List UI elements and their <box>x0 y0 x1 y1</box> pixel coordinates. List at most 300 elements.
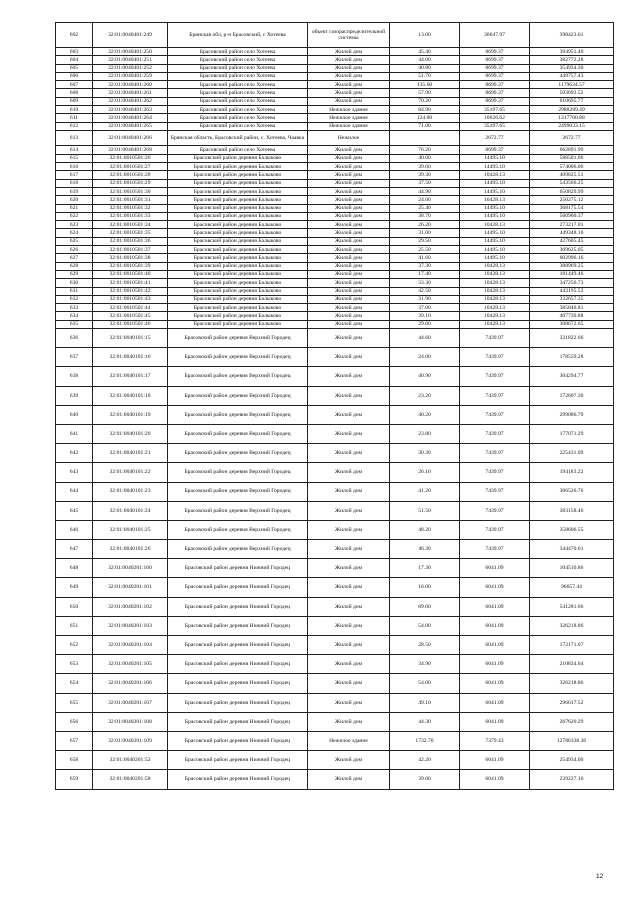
address-cell: Брасовский район деревня Нижний Городец <box>168 712 308 731</box>
row-number-cell: 651 <box>56 616 93 635</box>
table-row <box>56 56 614 64</box>
object-type-cell: Жилой дом <box>308 540 390 559</box>
cadastral-value-cell: 306526.76 <box>530 482 614 501</box>
cadastral-value-cell: 326218.86 <box>530 616 614 635</box>
cadastral-price-cell: 35197.65 <box>460 106 530 114</box>
row-number-cell: 634 <box>56 312 93 320</box>
address-cell: Брасовский район деревня Нижний Городец <box>168 616 308 635</box>
cadastral-number-cell: 32:01:0040101:24 <box>93 501 168 520</box>
cadastral-price-cell: 30647.97 <box>460 23 530 48</box>
table-row <box>56 616 614 635</box>
row-number-cell: 613 <box>56 130 93 146</box>
area-cell: 37.30 <box>390 262 460 270</box>
object-type-cell: Жилой дом <box>308 367 390 386</box>
area-cell: 24.00 <box>390 196 460 204</box>
cadastral-value-cell: 382772.28 <box>530 56 614 64</box>
cadastral-value-cell: 662891.99 <box>530 146 614 154</box>
address-cell: Брасовский район деревня Нижний Городец <box>168 674 308 693</box>
table-row <box>56 463 614 482</box>
cadastral-value-cell: 239227.16 <box>530 770 614 789</box>
area-cell: 17.40 <box>390 270 460 278</box>
cadastral-number-cell: 32:01:0040201:103 <box>93 616 168 635</box>
cadastral-value-cell: 650829.99 <box>530 187 614 195</box>
row-number-cell: 656 <box>56 712 93 731</box>
table-row <box>56 424 614 443</box>
cadastral-number-cell: 32:01:0040401:252 <box>93 64 168 72</box>
row-number-cell: 658 <box>56 751 93 770</box>
address-cell: Брасовский район деревня Верхний Городец <box>168 386 308 405</box>
row-number-cell: 644 <box>56 482 93 501</box>
table-row <box>56 89 614 97</box>
cadastral-number-cell: 32:01:0040201:104 <box>93 636 168 655</box>
cadastral-number-cell: 32:01:0040201:109 <box>93 731 168 750</box>
cadastral-number-cell: 32:01:0040101:21 <box>93 444 168 463</box>
cadastral-value-cell: 541281.66 <box>530 597 614 616</box>
cadastral-number-cell: 32:01:0010501:44 <box>93 304 168 312</box>
object-type-cell: Жилой дом <box>308 212 390 220</box>
row-number-cell: 628 <box>56 262 93 270</box>
cadastral-price-cell: 8699.37 <box>460 89 530 97</box>
area-cell: 26.20 <box>390 221 460 229</box>
cadastral-price-cell: 6041.09 <box>460 655 530 674</box>
table-row <box>56 712 614 731</box>
table-row <box>56 221 614 229</box>
object-type-cell: Жилой дом <box>308 187 390 195</box>
cadastral-number-cell: 32:01:0010501:40 <box>93 270 168 278</box>
address-cell: Брасовский район деревня Балыково <box>168 179 308 187</box>
cadastral-number-cell: 32:01:0040101:18 <box>93 386 168 405</box>
cadastral-value-cell: 225431.09 <box>530 444 614 463</box>
object-type-cell: Жилой дом <box>308 237 390 245</box>
cadastral-value-cell: 331822.66 <box>530 329 614 348</box>
area-cell: 46.30 <box>390 540 460 559</box>
area-cell: 51.50 <box>390 501 460 520</box>
area-cell: 29.60 <box>390 320 460 328</box>
cadastral-price-cell: 7439.97 <box>460 424 530 443</box>
cadastral-number-cell: 32:01:0040201:100 <box>93 559 168 578</box>
cadastral-price-cell: 10428.13 <box>460 312 530 320</box>
cadastral-value-cell: 2672.77 <box>530 130 614 146</box>
table-row <box>56 237 614 245</box>
cadastral-value-cell: 181449.46 <box>530 270 614 278</box>
table-row <box>56 597 614 616</box>
row-number-cell: 620 <box>56 196 93 204</box>
area-cell: 23.80 <box>390 424 460 443</box>
area-cell: 39.10 <box>390 312 460 320</box>
cadastral-value-cell: 12786338.36 <box>530 731 614 750</box>
row-number-cell: 635 <box>56 320 93 328</box>
cadastral-price-cell: 10626.62 <box>460 114 530 122</box>
cadastral-price-cell: 6041.09 <box>460 616 530 635</box>
row-number-cell: 654 <box>56 674 93 693</box>
area-cell: 44.00 <box>390 56 460 64</box>
object-type-cell: Жилой дом <box>308 559 390 578</box>
object-type-cell: Жилой дом <box>308 89 390 97</box>
address-cell: Брасовский район деревня Балыково <box>168 270 308 278</box>
cadastral-value-cell: 560960.37 <box>530 212 614 220</box>
area-cell: 42.50 <box>390 287 460 295</box>
row-number-cell: 602 <box>56 23 93 48</box>
cadastral-number-cell: 32:01:0040401:259 <box>93 72 168 80</box>
cadastral-number-cell: 32:01:0040401:251 <box>93 56 168 64</box>
cadastral-price-cell: 14495.10 <box>460 246 530 254</box>
cadastral-number-cell: 32:01:0010501:45 <box>93 312 168 320</box>
cadastral-price-cell: 10428.13 <box>460 295 530 303</box>
cadastral-value-cell: 178559.28 <box>530 348 614 367</box>
cadastral-number-cell: 32:01:0040101:16 <box>93 348 168 367</box>
address-cell: Брасовский район деревня Балыково <box>168 304 308 312</box>
row-number-cell: 659 <box>56 770 93 789</box>
cadastral-price-cell: 10428.13 <box>460 304 530 312</box>
address-cell: Брасовский район деревня Верхний Городец <box>168 501 308 520</box>
cadastral-value-cell: 588501.06 <box>530 154 614 162</box>
cadastral-value-cell: 210834.04 <box>530 655 614 674</box>
row-number-cell: 605 <box>56 64 93 72</box>
cadastral-price-cell: 10428.13 <box>460 270 530 278</box>
cadastral-price-cell: 7439.97 <box>460 501 530 520</box>
address-cell: Брасовский район деревня Верхний Городец <box>168 463 308 482</box>
property-table <box>55 22 614 790</box>
cadastral-number-cell: 32:01:0010501:26 <box>93 154 168 162</box>
address-cell: Брянская область, Брасовский район, с. Хотеева, Чаавка <box>168 130 308 146</box>
cadastral-price-cell: 6041.09 <box>460 751 530 770</box>
row-number-cell: 622 <box>56 212 93 220</box>
address-cell: Брасовский район деревня Балыково <box>168 229 308 237</box>
area-cell: 29.50 <box>390 237 460 245</box>
object-type-cell: Жилой дом <box>308 304 390 312</box>
table-row <box>56 204 614 212</box>
object-type-cell: Жилой дом <box>308 674 390 693</box>
cadastral-price-cell: 10428.13 <box>460 171 530 179</box>
area-cell: 54.00 <box>390 674 460 693</box>
cadastral-number-cell: 32:01:0040401:265 <box>93 122 168 130</box>
area-cell: 38.70 <box>390 212 460 220</box>
table-row <box>56 304 614 312</box>
row-number-cell: 648 <box>56 559 93 578</box>
table-row <box>56 287 614 295</box>
cadastral-value-cell: 2988289.49 <box>530 106 614 114</box>
address-cell: Брасовский район село Хотеева <box>168 81 308 89</box>
object-type-cell: Жилой дом <box>308 712 390 731</box>
address-cell: Брянская обл, р-н Брасовский, с Хотеева <box>168 23 308 48</box>
cadastral-value-cell: 394951.40 <box>530 48 614 56</box>
cadastral-number-cell: 32:01:0040401:261 <box>93 89 168 97</box>
area-cell: 31.90 <box>390 295 460 303</box>
table-row <box>56 229 614 237</box>
address-cell: Брасовский район село Хотеева <box>168 56 308 64</box>
object-type-cell: Нежилое здание <box>308 106 390 114</box>
area-cell: 48.20 <box>390 520 460 539</box>
cadastral-price-cell: 14495.10 <box>460 229 530 237</box>
row-number-cell: 603 <box>56 48 93 56</box>
area-cell: 41.60 <box>390 254 460 262</box>
object-type-cell: Жилой дом <box>308 386 390 405</box>
object-type-cell: Жилой дом <box>308 770 390 789</box>
area-cell: 16.00 <box>390 578 460 597</box>
area-cell: 49.10 <box>390 693 460 712</box>
row-number-cell: 631 <box>56 287 93 295</box>
cadastral-price-cell: 10428.13 <box>460 196 530 204</box>
object-type-cell: Жилой дом <box>308 146 390 154</box>
cadastral-number-cell: 32:01:0010501:46 <box>93 320 168 328</box>
address-cell: Брасовский район деревня Верхний Городец <box>168 482 308 501</box>
address-cell: Брасовский район деревня Нижний Городец <box>168 559 308 578</box>
cadastral-price-cell: 14495.10 <box>460 254 530 262</box>
row-number-cell: 633 <box>56 304 93 312</box>
area-cell: 37.50 <box>390 179 460 187</box>
cadastral-value-cell: 250275.12 <box>530 196 614 204</box>
cadastral-value-cell: 296617.52 <box>530 693 614 712</box>
area-cell: 84.90 <box>390 106 460 114</box>
cadastral-value-cell: 369625.05 <box>530 246 614 254</box>
table-row <box>56 559 614 578</box>
address-cell: Брасовский район деревня Нижний Городец <box>168 731 308 750</box>
address-cell: Брасовский район деревня Нижний Городец <box>168 693 308 712</box>
address-cell: Брасовский район деревня Верхний Городец <box>168 405 308 424</box>
cadastral-price-cell: 8699.37 <box>460 81 530 89</box>
table-row <box>56 348 614 367</box>
area-cell: 45.40 <box>390 48 460 56</box>
row-number-cell: 646 <box>56 520 93 539</box>
cadastral-price-cell: 14495.10 <box>460 187 530 195</box>
area-cell: 30.30 <box>390 444 460 463</box>
cadastral-price-cell: 10428.13 <box>460 287 530 295</box>
row-number-cell: 640 <box>56 405 93 424</box>
cadastral-number-cell: 32:01:0010501:38 <box>93 254 168 262</box>
cadastral-number-cell: 32:01:0040101:19 <box>93 405 168 424</box>
area-cell: 33.30 <box>390 279 460 287</box>
cadastral-number-cell: 32:01:0010501:29 <box>93 179 168 187</box>
row-number-cell: 649 <box>56 578 93 597</box>
object-type-cell: Жилой дом <box>308 279 390 287</box>
address-cell: Брасовский район деревня Балыково <box>168 171 308 179</box>
area-cell: 76.20 <box>390 146 460 154</box>
cadastral-value-cell: 383158.46 <box>530 501 614 520</box>
cadastral-number-cell: 32:01:0040401:266 <box>93 130 168 146</box>
address-cell: Брасовский район деревня Нижний Городец <box>168 751 308 770</box>
cadastral-price-cell: 7439.97 <box>460 520 530 539</box>
table-row <box>56 482 614 501</box>
cadastral-value-cell: 398423.61 <box>530 23 614 48</box>
cadastral-value-cell: 385840.81 <box>530 304 614 312</box>
address-cell: Брасовский район деревня Балыково <box>168 246 308 254</box>
cadastral-price-cell: 7439.97 <box>460 348 530 367</box>
object-type-cell: Жилой дом <box>308 424 390 443</box>
area-cell: 89.60 <box>390 597 460 616</box>
cadastral-price-cell: 6041.09 <box>460 674 530 693</box>
address-cell: Брасовский район деревня Нижний Городец <box>168 655 308 674</box>
address-cell: Брасовский район деревня Нижний Городец <box>168 636 308 655</box>
cadastral-value-cell: 326218.86 <box>530 674 614 693</box>
row-number-cell: 625 <box>56 237 93 245</box>
cadastral-price-cell: 10428.13 <box>460 320 530 328</box>
cadastral-value-cell: 344470.61 <box>530 540 614 559</box>
table-row <box>56 770 614 789</box>
cadastral-number-cell: 32:01:0040101:25 <box>93 520 168 539</box>
row-number-cell: 627 <box>56 254 93 262</box>
object-type-cell: Жилой дом <box>308 64 390 72</box>
area-cell: 124.00 <box>390 114 460 122</box>
table-row <box>56 520 614 539</box>
row-number-cell: 623 <box>56 221 93 229</box>
area-cell: 44.90 <box>390 187 460 195</box>
address-cell: Брасовский район село Хотеева <box>168 89 308 97</box>
row-number-cell: 617 <box>56 171 93 179</box>
object-type-cell: Жилой дом <box>308 196 390 204</box>
address-cell: Брасовский район деревня Балыково <box>168 287 308 295</box>
area-cell: 25.50 <box>390 246 460 254</box>
area-cell: 51.70 <box>390 72 460 80</box>
cadastral-value-cell: 172607.30 <box>530 386 614 405</box>
table-row <box>56 636 614 655</box>
row-number-cell: 630 <box>56 279 93 287</box>
cadastral-price-cell: 7439.97 <box>460 405 530 424</box>
address-cell: Брасовский район село Хотеева <box>168 114 308 122</box>
cadastral-value-cell: 409825.51 <box>530 171 614 179</box>
area-cell: 39.60 <box>390 163 460 171</box>
object-type-cell: Жилой дом <box>308 97 390 105</box>
cadastral-number-cell: 32:01:0040401:250 <box>93 48 168 56</box>
table-row <box>56 154 614 162</box>
row-number-cell: 610 <box>56 106 93 114</box>
cadastral-value-cell: 304294.77 <box>530 367 614 386</box>
address-cell: Брасовский район деревня Балыково <box>168 196 308 204</box>
object-type-cell: Жилой дом <box>308 405 390 424</box>
cadastral-price-cell: 6041.09 <box>460 693 530 712</box>
cadastral-value-cell: 299086.79 <box>530 405 614 424</box>
cadastral-price-cell: 7439.97 <box>460 386 530 405</box>
cadastral-number-cell: 32:01:0040101:22 <box>93 463 168 482</box>
address-cell: Брасовский район деревня Нижний Городец <box>168 597 308 616</box>
table-row <box>56 212 614 220</box>
cadastral-number-cell: 32:01:0010501:36 <box>93 237 168 245</box>
cadastral-value-cell: 449348.10 <box>530 229 614 237</box>
address-cell: Брасовский район деревня Балыково <box>168 163 308 171</box>
object-type-cell: Жилой дом <box>308 221 390 229</box>
cadastral-number-cell: 32:01:0010501:43 <box>93 295 168 303</box>
address-cell: Брасовский район село Хотеева <box>168 48 308 56</box>
cadastral-value-cell: 96657.44 <box>530 578 614 597</box>
table-row <box>56 171 614 179</box>
row-number-cell: 650 <box>56 597 93 616</box>
address-cell: Брасовский район село Хотеева <box>168 97 308 105</box>
cadastral-price-cell: 14495.10 <box>460 204 530 212</box>
cadastral-value-cell: 172171.07 <box>530 636 614 655</box>
object-type-cell: Жилой дом <box>308 578 390 597</box>
cadastral-value-cell: 543566.25 <box>530 179 614 187</box>
row-number-cell: 624 <box>56 229 93 237</box>
object-type-cell: Жилой дом <box>308 229 390 237</box>
cadastral-value-cell: 1317700.88 <box>530 114 614 122</box>
cadastral-value-cell: 610695.77 <box>530 97 614 105</box>
object-type-cell: Жилой дом <box>308 262 390 270</box>
object-type-cell: Жилой дом <box>308 270 390 278</box>
object-type-cell: Жилой дом <box>308 482 390 501</box>
cadastral-price-cell: 8699.37 <box>460 72 530 80</box>
object-type-cell: Жилой дом <box>308 597 390 616</box>
cadastral-price-cell: 7439.97 <box>460 444 530 463</box>
row-number-cell: 652 <box>56 636 93 655</box>
cadastral-price-cell: 7379.43 <box>460 731 530 750</box>
cadastral-number-cell: 32:01:0040101:15 <box>93 329 168 348</box>
object-type-cell: Жилой дом <box>308 501 390 520</box>
cadastral-price-cell: 8699.37 <box>460 48 530 56</box>
table-row <box>56 295 614 303</box>
row-number-cell: 604 <box>56 56 93 64</box>
object-type-cell: Жилой дом <box>308 48 390 56</box>
table-row <box>56 386 614 405</box>
area-cell: 34.90 <box>390 655 460 674</box>
cadastral-number-cell: 32:01:0010501:27 <box>93 163 168 171</box>
area-cell: 40.20 <box>390 405 460 424</box>
cadastral-value-cell: 388969.25 <box>530 262 614 270</box>
cadastral-value-cell: 602996.16 <box>530 254 614 262</box>
area-cell <box>390 130 460 146</box>
area-cell: 54.00 <box>390 616 460 635</box>
cadastral-number-cell: 32:01:0040401:262 <box>93 97 168 105</box>
row-number-cell: 643 <box>56 463 93 482</box>
area-cell: 26.10 <box>390 463 460 482</box>
table-row <box>56 578 614 597</box>
address-cell: Брасовский район деревня Балыково <box>168 221 308 229</box>
table-row <box>56 254 614 262</box>
address-cell: Брасовский район деревня Верхний Городец <box>168 444 308 463</box>
table-row <box>56 179 614 187</box>
address-cell: Брасовский район деревня Балыково <box>168 254 308 262</box>
object-type-cell: Жилой дом <box>308 520 390 539</box>
object-type-cell: Нежилое здание <box>308 114 390 122</box>
address-cell: Брасовский район деревня Балыково <box>168 187 308 195</box>
cadastral-number-cell: 32:01:0010501:28 <box>93 171 168 179</box>
cadastral-price-cell: 7439.97 <box>460 367 530 386</box>
cadastral-number-cell: 32:01:0010501:34 <box>93 221 168 229</box>
address-cell: Брасовский район деревня Балыково <box>168 154 308 162</box>
row-number-cell: 616 <box>56 163 93 171</box>
address-cell: Брасовский район деревня Балыково <box>168 320 308 328</box>
table-row <box>56 751 614 770</box>
cadastral-number-cell: 32:01:0040101:17 <box>93 367 168 386</box>
cadastral-number-cell: 32:01:0010501:30 <box>93 187 168 195</box>
table-row <box>56 48 614 56</box>
row-number-cell: 657 <box>56 731 93 750</box>
row-number-cell: 612 <box>56 122 93 130</box>
cadastral-number-cell: 32:01:0040201:105 <box>93 655 168 674</box>
cadastral-value-cell: 1179634.57 <box>530 81 614 89</box>
row-number-cell: 615 <box>56 154 93 162</box>
cadastral-price-cell: 8699.37 <box>460 146 530 154</box>
table-row <box>56 655 614 674</box>
cadastral-number-cell: 32:01:0010501:32 <box>93 204 168 212</box>
area-cell: 71.00 <box>390 122 460 130</box>
cadastral-value-cell: 177071.29 <box>530 424 614 443</box>
cadastral-number-cell: 32:01:0040401:264 <box>93 114 168 122</box>
table-row <box>56 114 614 122</box>
address-cell: Брасовский район деревня Верхний Городец <box>168 424 308 443</box>
row-number-cell: 639 <box>56 386 93 405</box>
cadastral-value-cell: 407739.88 <box>530 312 614 320</box>
address-cell: Брасовский район деревня Балыково <box>168 212 308 220</box>
object-type-cell: Жилой дом <box>308 254 390 262</box>
cadastral-value-cell: 194183.22 <box>530 463 614 482</box>
table-row <box>56 246 614 254</box>
area-cell: 28.50 <box>390 636 460 655</box>
cadastral-price-cell: 10428.13 <box>460 262 530 270</box>
table-row <box>56 329 614 348</box>
table-row <box>56 674 614 693</box>
table-row <box>56 405 614 424</box>
cadastral-number-cell: 32:01:0040101:26 <box>93 540 168 559</box>
area-cell: 23.20 <box>390 386 460 405</box>
